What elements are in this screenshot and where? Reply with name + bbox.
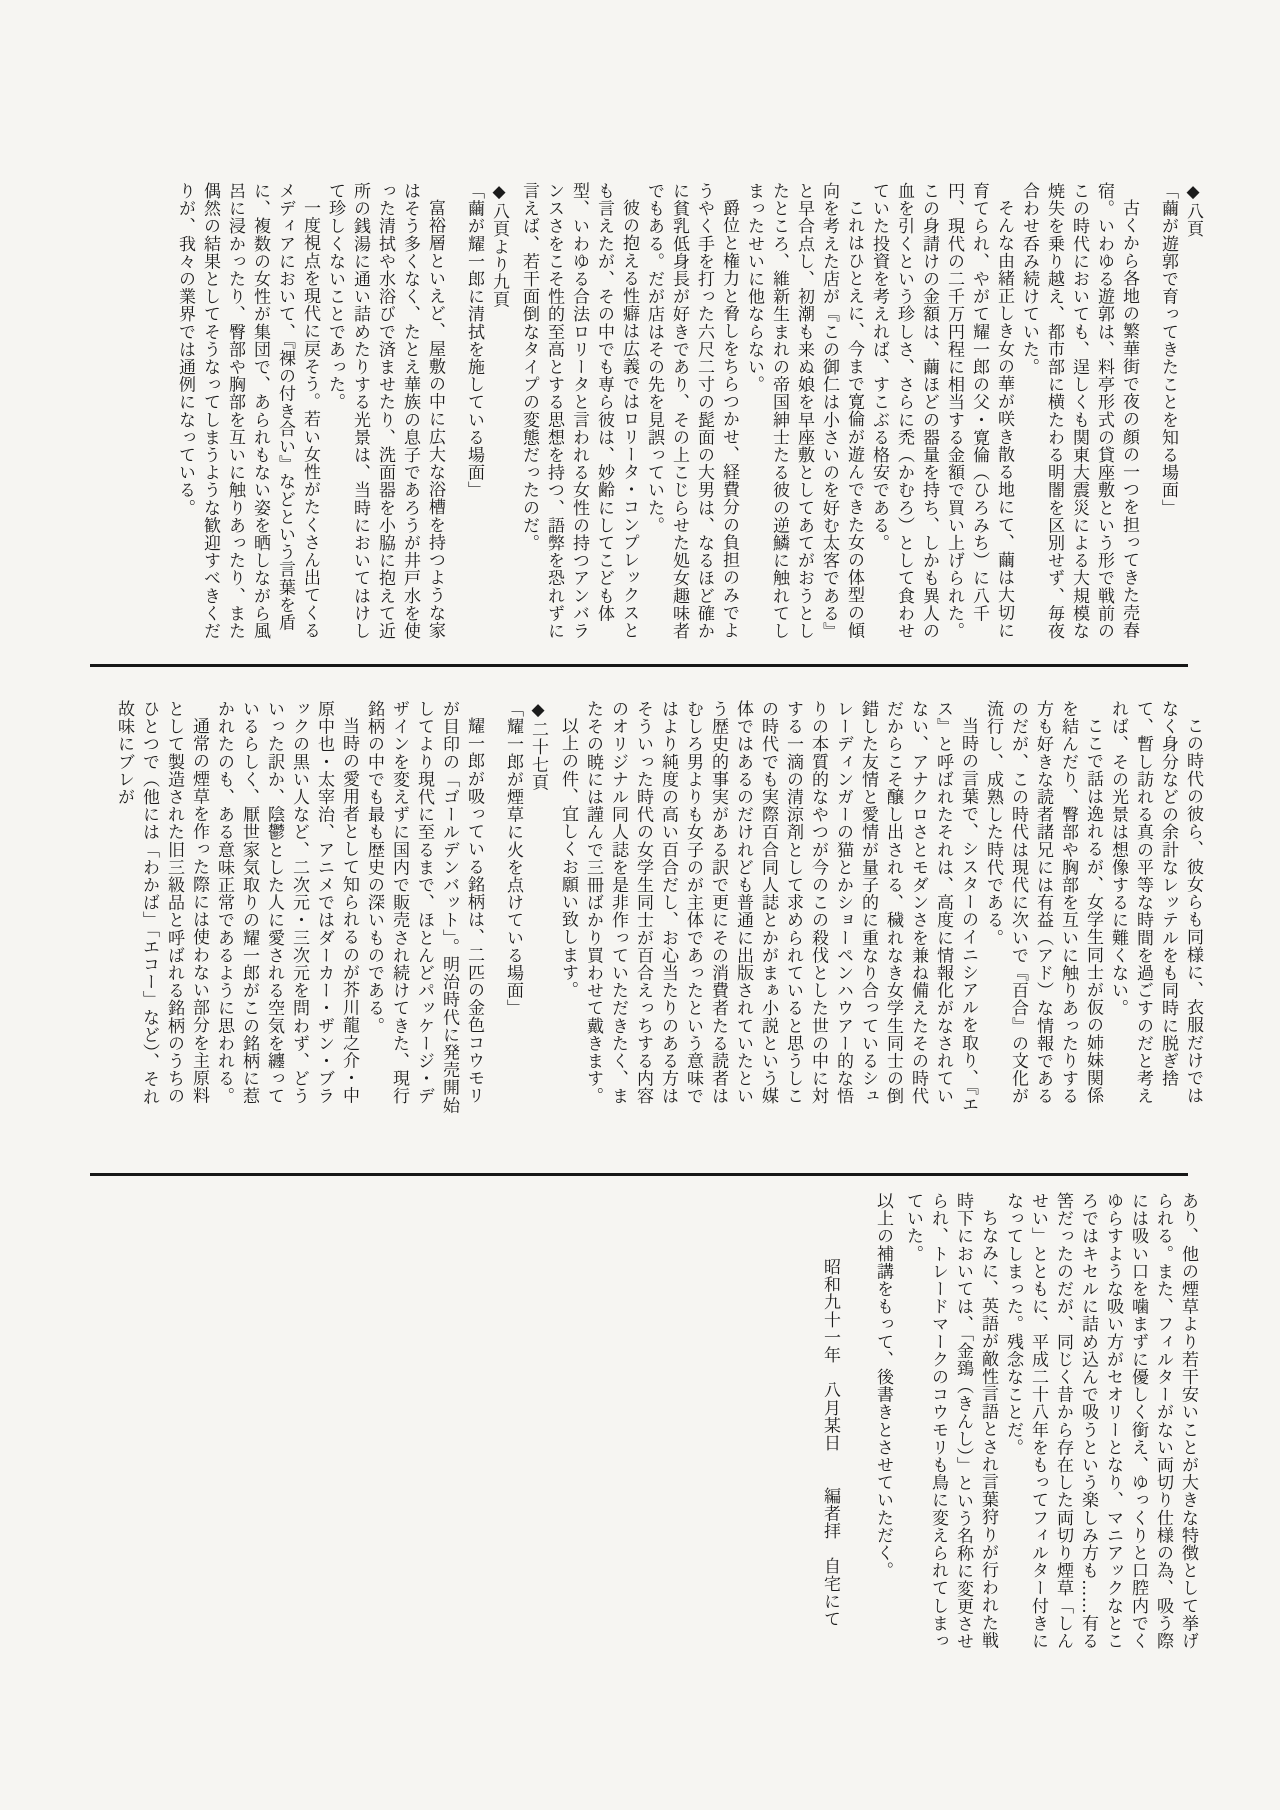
closing-line: 以上の補講をもって、後書きとさせていただく。	[873, 1192, 893, 1580]
paragraph: 当時の愛用者として知られるのが芥川龍之介・中原中也・太宰治、アニメではダーカー・ザン・ブラックの黒い人など、二次元・三次元を問わず、どういった訳か、陰鬱とした人に愛される空気を纏っているらしく、厭世家気取りの耀一郎がこの銘柄に惹かれたのも、ある意味正常であるように思われる。	[214, 700, 359, 1105]
paragraph: 当時の言葉で、シスターのイニシアルを取り、『エス』と呼ばれたそれは、高度に情報化がなされていない、アナクロさとモダンさを兼ね備えたその時代だからこそ醸し出される、穢れなき女学生同士の倒錯した友情と愛情が量子的に重なり合っているシュレーディンガーの猫とかショーペンハウアー的な悟りの本質的なやつが今のこの殺伐とした世の中に対する一滴の清涼剤として求められていると思うしこの時代でも実際百合同人誌とかがまぁ小説という媒体ではあるのだけれども普通に出版されていたという歴史的事実がある訳で更にその消費者たる読者はむしろ男よりも女子のが主体であったという意味ではより純度の高い百合だし、お心当たりのある方はそういった時代の女学生同士が百合えっちする内容のオリジナル同人誌を是非作っていただきたく、またその暁には謹んで三冊ばかり買わせて戴きます。	[583, 700, 978, 1114]
paragraph: 耀一郎が吸っている銘柄は、二匹の金色コウモリが目印の「ゴールデンバット」。明治時代に発売開始してより現代に至るまで、ほとんどパッケージ・デザインを変えずに国内で販売され続けてきた、現行銘柄の中でも最も歴史の深いものである。	[364, 700, 484, 1114]
section-continuation	[555, 700, 1205, 1114]
section-subtitle: 「繭が遊郭で育ってきたことを知る場面」	[1158, 182, 1178, 517]
section-continuation	[900, 1192, 1200, 1662]
section-heading: ◆八頁より九頁	[489, 182, 509, 309]
paragraph: 一度視点を現代に戻そう。若い女性がたくさん出てくるメディアにおいて、『裸の付き合い』などという言葉を盾に、複数の女性が集団で、あられもない姿を晒しながら風呂に浸かったり、臀部や胸部を互いに触りあったり、また偶然の結果としてそうなってしまうような歓迎すべきくだりが、我々の業界では通例になっている。	[175, 182, 320, 640]
paragraph: 彼の抱える性癖は広義ではロリータ・コンプレックスとも言えたが、その中でも専ら彼は、妙齢にしてこども体型、いわゆる合法ロリータと言われる女性の持つアンバランスさをこそ性的至高とする思想を持つ、語弊を恐れずに言えば、若干面倒なタイプの変態だったのだ。	[519, 182, 639, 640]
section-subtitle: 「繭が耀一郎に清拭を施している場面」	[464, 182, 484, 499]
paragraph: あり、他の煙草より若干安いことが大きな特徴として挙げられる。また、フィルターがない両切り仕様の為、吸う際には吸い口を噛まずに優しく銜え、ゆっくりと口腔内でくゆらすような吸い方がセオリーとなり、マニアックなところではキセルに詰め込んで吸うという楽しみ方も……有る筈だったのだが、同じく昔から存在した両切り煙草「しんせい」とともに、平成二十八年をもってフィルター付きになってしまった。残念なことだ。	[1003, 1192, 1198, 1650]
paragraph: 古くから各地の繁華街で夜の顔の一つを担ってきた売春宿。いわゆる遊郭は、料亭形式の貸座敷という形で戦前のこの時代においても、逞しくも関東大震災による大規模な焼失を乗り越え、都市部に横たわる明闇を区別せず、毎夜合わせ呑み続けていた。	[1019, 182, 1139, 640]
paragraph: 富裕層といえど、屋敷の中に広大な浴槽を持つような家はそう多くなく、たとえ華族の息子であろうが井戸水を使った清拭や水浴びで済ませたり、洗面器を小脇に抱えて近所の銭湯に通い詰めたりする光景は、当時においてはけして珍しくないことであった。	[325, 182, 445, 640]
paragraph: 通常の煙草を作った際には使わない部分を主原料として製造された旧三級品と呼ばれる銘柄のうちのひとつで（他には「わかば」「エコー」など）、それ故味にブレが	[114, 700, 209, 1106]
afterword-band-top	[172, 182, 1205, 648]
signature-line: 昭和九十一年 八月某日 編者拝 自宅にて	[820, 1258, 840, 1628]
afterword-band-middle	[111, 700, 1205, 1114]
section-heading: ◆八頁	[1183, 182, 1203, 238]
paragraph: 以上の件、宜しくお願い致します。	[558, 717, 578, 999]
horizontal-divider	[90, 1173, 1188, 1176]
paragraph: この時代の彼ら、彼女らも同様に、衣服だけではなく身分などの余計なレッテルをも同時に脱ぎ捨て、暫し訪れる真の平等な時間を過ごすのだと考えれば、その光景は想像するに難くない。	[1108, 700, 1203, 1105]
section-heading: ◆二十七頁	[528, 700, 548, 791]
section-page-27	[111, 700, 550, 1114]
section-page-8	[516, 182, 1205, 648]
horizontal-divider	[90, 664, 1188, 667]
paragraph: ちなみに、英語が敵性言語とされ言葉狩りが行われた戦時下においては、「金鵄（きんし）」という名称に変更させられ、トレードマークのコウモリも鳥に変えられてしまっていた。	[903, 1192, 998, 1651]
section-page-8-to-9	[172, 182, 511, 648]
section-subtitle: 「耀一郎が煙草に火を点けている場面」	[503, 700, 523, 1017]
section-closing	[817, 1192, 895, 1662]
paragraph: そんな由緒正しき女の華が咲き散る地にて、繭は大切に育てられ、やがて耀一郎の父・寛倫（ひろみち）に八千円、現代の二千万円程に相当する金額で買い上げられた。この身請けの金額は、繭ほどの器量を持ち、しかも異人の血を引くという珍しさ、さらに禿（かむろ）として食わせていた投資を考えれば、すこぶる格安である。	[869, 182, 1014, 640]
afterword-band-bottom	[817, 1192, 1200, 1662]
paragraph: 爵位と権力と脅しをちらつかせ、経費分の負担のみでようやく手を打った六尺二寸の髭面の大男は、なるほど確かに貧乳低身長が好きであり、その上こじらせた処女趣味者でもある。だが店はその先を見誤っていた。	[644, 182, 739, 640]
paragraph: ここで話は逸れるが、女学生同士が仮の姉妹関係を結んだり、臀部や胸部を互いに触りあったりする方も好きな読者諸兄には有益（アド）な情報であるのだが、この時代は現代に次いで『百合』の文化が流行し、成熟した時代である。	[983, 700, 1103, 1105]
paragraph: これはひとえに、今まで寛倫が遊んできた女の体型の傾向を考えた店が『この御仁は小さいのを好む太客である』と早合点し、初潮も来ぬ娘を早座敷としてあてがおうとしたところ、維新生まれの帝国紳士たる彼の逆鱗に触れてしまったせいに他ならない。	[744, 182, 864, 640]
